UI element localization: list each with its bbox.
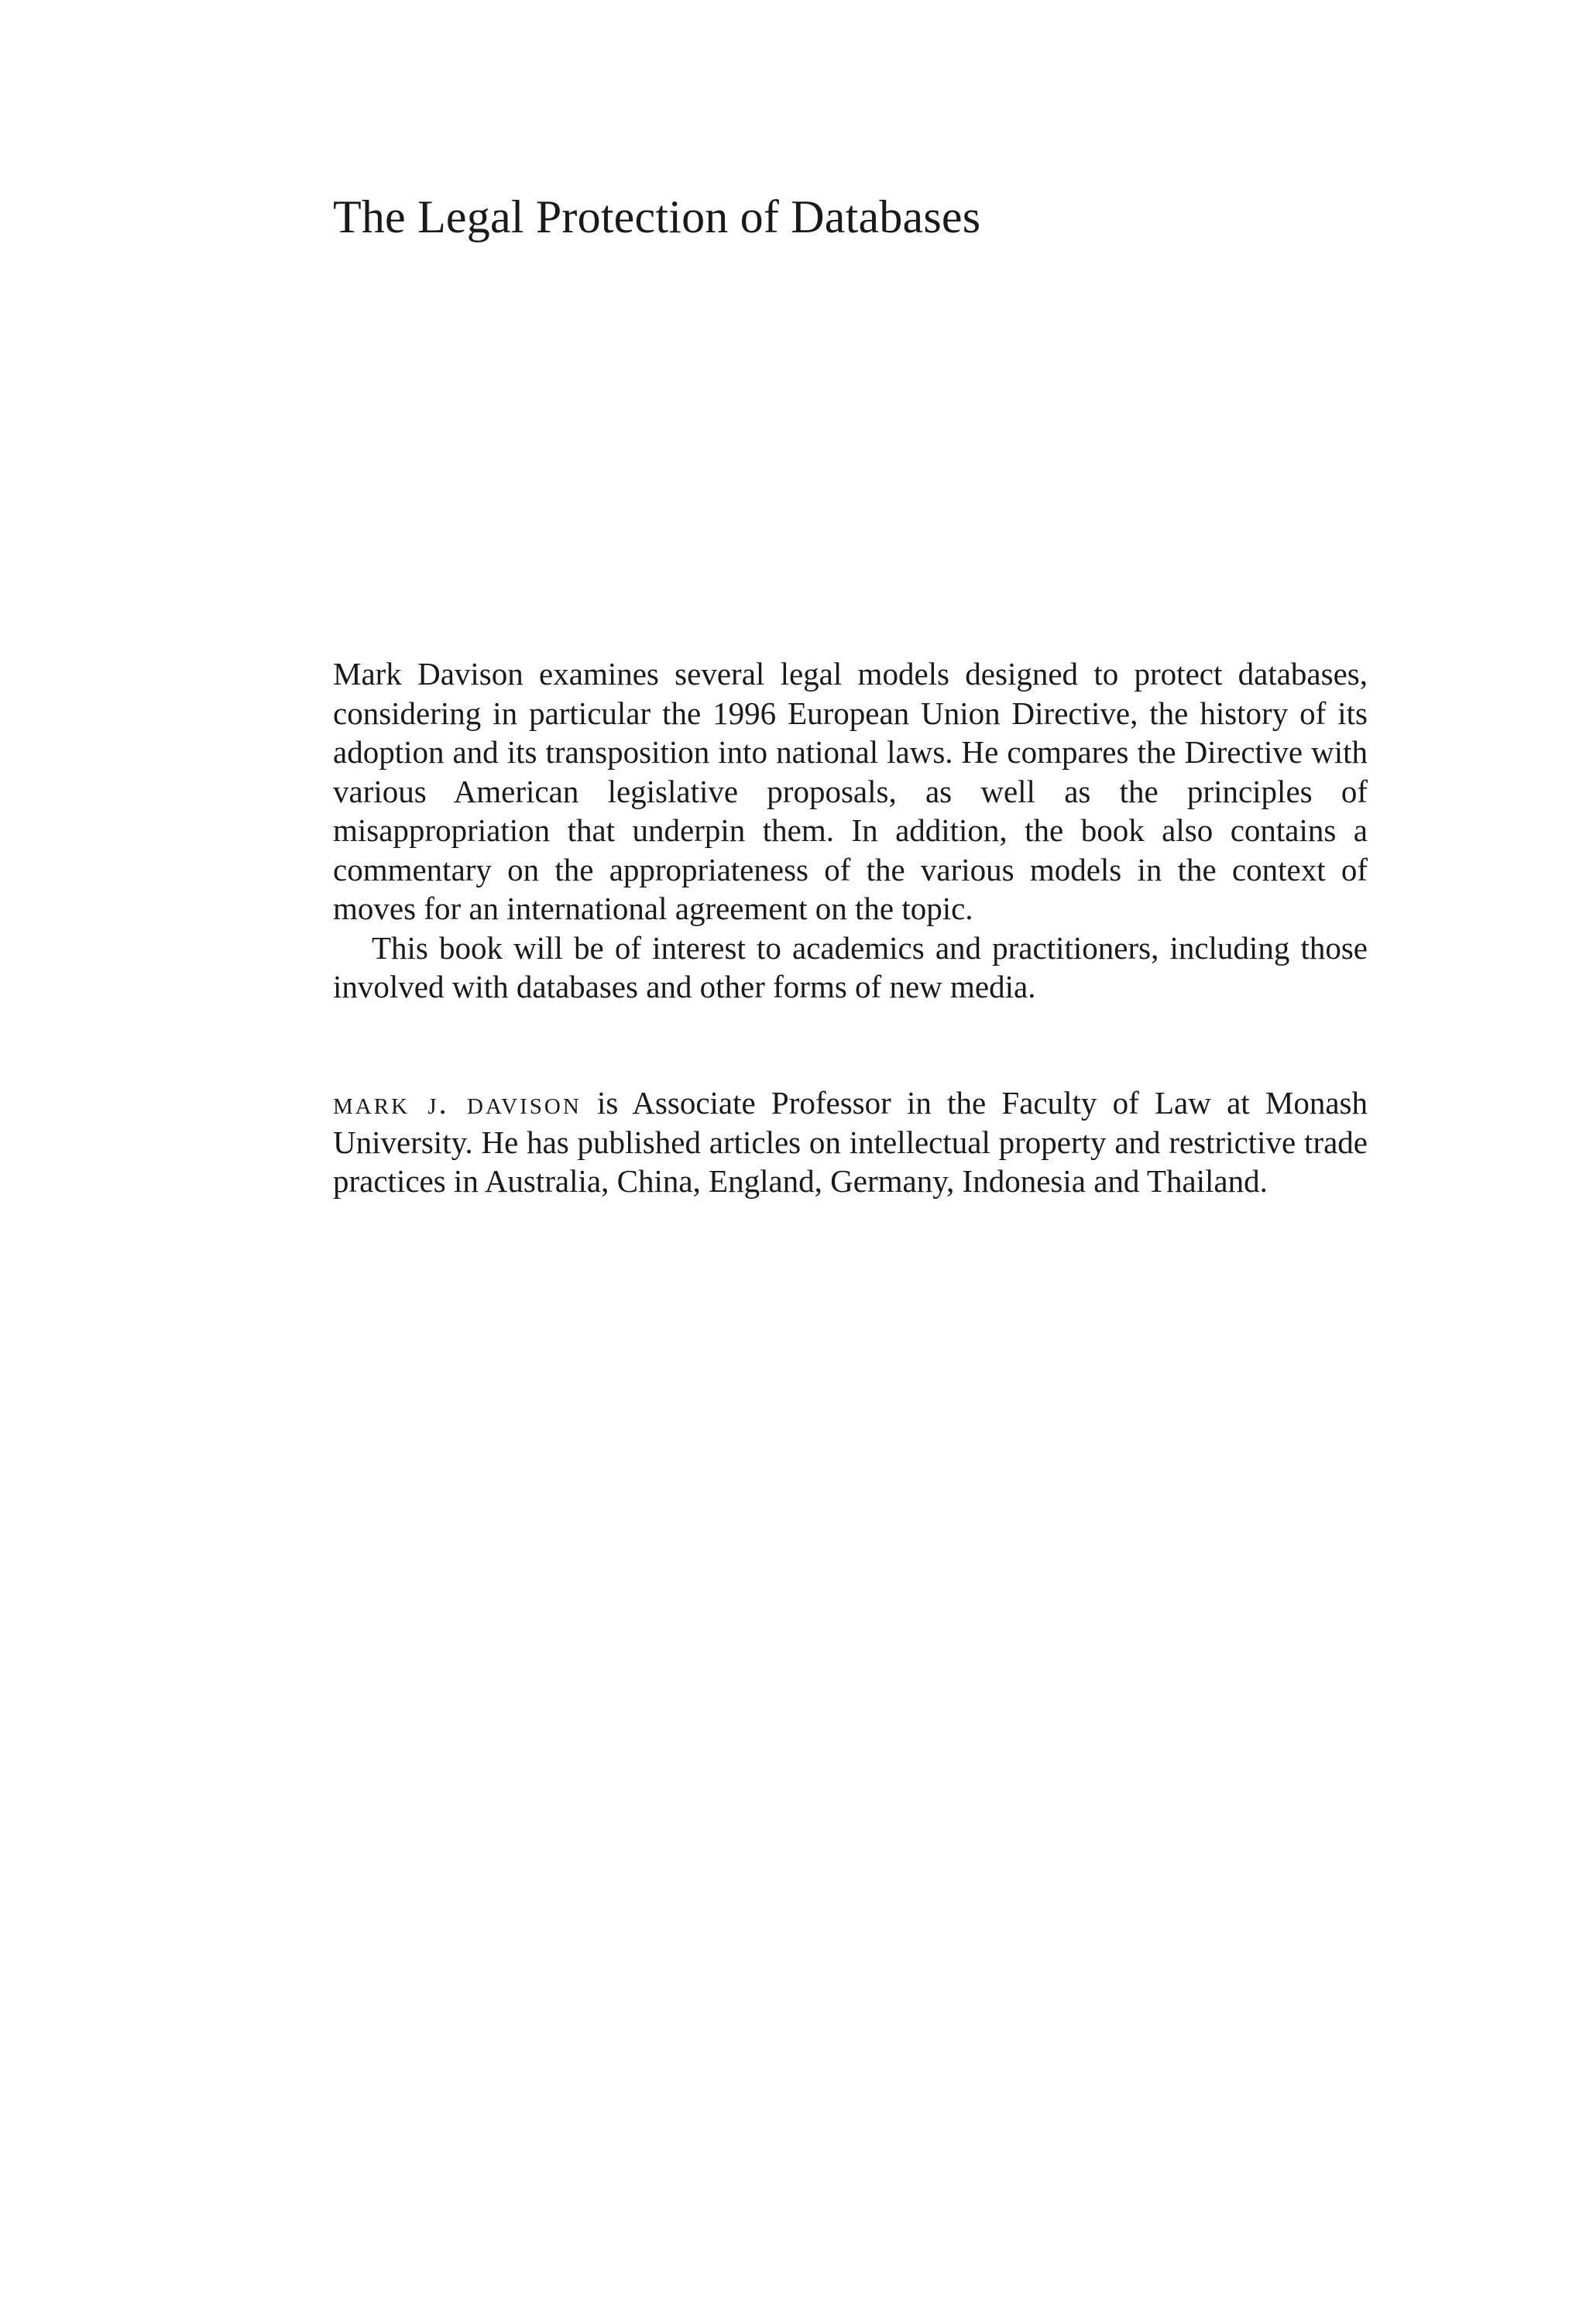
blurb-paragraph: This book will be of interest to academics and practitioners, including those involved with databases and other forms of new media. <box>333 929 1368 1004</box>
page-title: The Legal Protection of Databases <box>333 191 981 242</box>
blurb-paragraph: Mark Davison examines several legal models designed to protect databases, considering in particular the 1996 European Union Directive, the history of its adoption and its transposition into national laws. He compares the Directive with various American legislative proposals, as well as the principles of misappropriation that underpin them. In addition, the book also contains a commentary on the appropriateness of the various models in the context of moves for an international agreement on the topic. <box>333 656 1368 926</box>
author-bio <box>333 1083 1368 1201</box>
author-bio-text: is Associate Professor in the Faculty of Law at Monash University. He has published articles on intellectual property and restrictive trade practices in Australia, China, England, Germany, Indonesia and Thailand. <box>333 1085 1368 1199</box>
author-name: mark j. davison <box>333 1085 582 1121</box>
author-bio-paragraph <box>333 1083 1368 1201</box>
book-blurb <box>333 654 1368 1007</box>
